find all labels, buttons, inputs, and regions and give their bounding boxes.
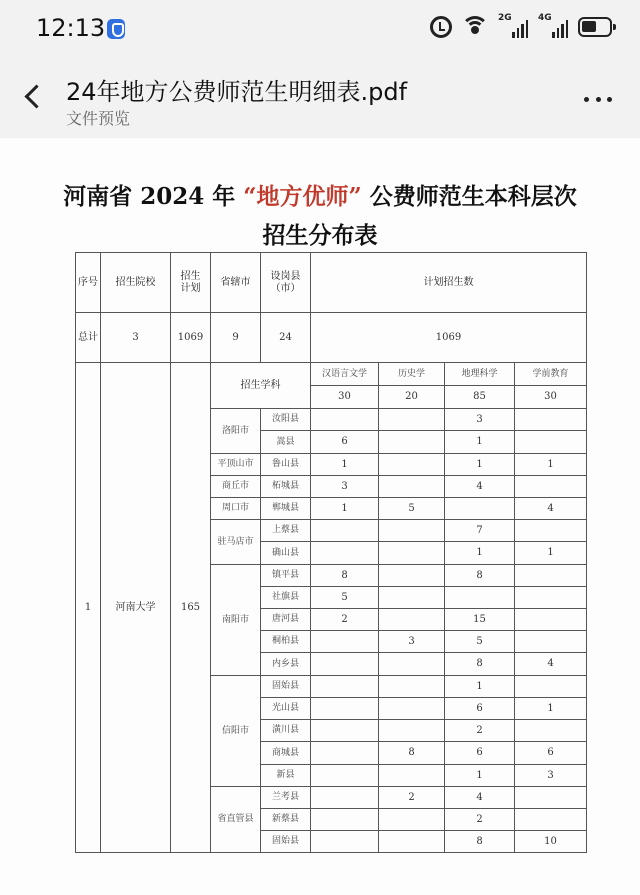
quota-cell: 6 (514, 741, 587, 765)
quota-cell (310, 697, 379, 720)
quota-cell (310, 541, 379, 565)
county-cell: 潢川县 (260, 719, 311, 742)
county-cell: 商城县 (260, 741, 311, 765)
quota-cell: 10 (514, 830, 587, 853)
quota-cell (378, 764, 445, 787)
quota-cell (378, 808, 445, 831)
table-title: 河南省 2024 年 “地方优师” 公费师范生本科层次 (63, 183, 577, 210)
quota-cell: 4 (444, 786, 515, 809)
quota-cell: 1 (514, 541, 587, 565)
quota-cell (514, 608, 587, 631)
quota-cell (310, 652, 379, 676)
quota-cell (378, 519, 445, 542)
quota-cell: 1 (310, 453, 379, 476)
total-label: 总计 (75, 312, 101, 363)
quota-cell: 8 (444, 652, 515, 676)
status-time: 12:13 (36, 14, 106, 42)
document-page (0, 138, 640, 895)
quota-cell: 5 (378, 497, 445, 520)
city-cell: 商丘市 (210, 475, 261, 498)
quota-cell: 2 (444, 719, 515, 742)
county-cell: 兰考县 (260, 786, 311, 809)
header-county: 设岗县 （市） (260, 252, 311, 313)
quota-cell (378, 453, 445, 476)
city-cell: 周口市 (210, 497, 261, 520)
quota-cell: 4 (514, 652, 587, 676)
quota-cell (514, 519, 587, 542)
quota-cell (310, 719, 379, 742)
quota-cell (378, 830, 445, 853)
county-cell: 郸城县 (260, 497, 311, 520)
city-cell: 洛阳市 (210, 408, 261, 454)
total-counties: 24 (260, 312, 311, 363)
quota-cell: 3 (514, 764, 587, 787)
quota-cell: 4 (514, 497, 587, 520)
county-cell: 光山县 (260, 697, 311, 720)
wifi-icon (462, 16, 488, 38)
quota-cell: 6 (444, 741, 515, 765)
quota-cell: 3 (444, 408, 515, 431)
header-seq: 序号 (75, 252, 101, 313)
subject-name-1: 历史学 (378, 362, 445, 386)
county-cell: 镇平县 (260, 564, 311, 587)
quota-cell (514, 475, 587, 498)
quota-cell (310, 786, 379, 809)
county-cell: 上蔡县 (260, 519, 311, 542)
header-quota: 计划招生数 (310, 252, 587, 313)
city-cell: 南阳市 (210, 564, 261, 676)
quota-cell (378, 541, 445, 565)
quota-cell (378, 586, 445, 609)
subject-total-3: 30 (514, 385, 587, 409)
county-cell: 新县 (260, 764, 311, 787)
quota-cell: 5 (444, 630, 515, 653)
city-cell: 平顶山市 (210, 453, 261, 476)
total-plan: 1069 (170, 312, 211, 363)
subject-total-1: 20 (378, 385, 445, 409)
quota-cell: 7 (444, 519, 515, 542)
quota-cell (310, 675, 379, 698)
quota-cell (514, 808, 587, 831)
app-notification-icon (107, 19, 125, 39)
city-cell: 省直管县 (210, 786, 261, 853)
quota-cell (310, 630, 379, 653)
quota-cell (378, 475, 445, 498)
table-title-line2: 招生分布表 (262, 222, 378, 249)
subject-total-0: 30 (310, 385, 379, 409)
quota-cell: 6 (444, 697, 515, 720)
quota-cell (310, 808, 379, 831)
quota-cell: 6 (310, 430, 379, 454)
quota-cell (514, 564, 587, 587)
status-icons (430, 13, 612, 38)
title-highlight: “地方优师” (243, 183, 362, 210)
county-cell: 社旗县 (260, 586, 311, 609)
block-plan: 165 (170, 362, 211, 853)
county-cell: 唐河县 (260, 608, 311, 631)
county-cell: 鲁山县 (260, 453, 311, 476)
quota-cell (378, 564, 445, 587)
quota-cell (444, 586, 515, 609)
quota-cell: 15 (444, 608, 515, 631)
block-school: 河南大学 (100, 362, 171, 853)
subject-total-2: 85 (444, 385, 515, 409)
total-schools: 3 (100, 312, 171, 363)
quota-cell (310, 519, 379, 542)
county-cell: 汝阳县 (260, 408, 311, 431)
document-title: 24年地方公费师范生明细表.pdf (66, 78, 408, 106)
preview-header (0, 60, 640, 138)
city-cell: 驻马店市 (210, 519, 261, 565)
quota-cell (378, 408, 445, 431)
preview-subtitle: 文件预览 (66, 109, 131, 128)
quota-cell (378, 652, 445, 676)
alarm-icon (430, 16, 452, 38)
quota-cell: 4 (444, 475, 515, 498)
county-cell: 柘城县 (260, 475, 311, 498)
quota-cell: 1 (310, 497, 379, 520)
quota-cell: 1 (514, 697, 587, 720)
quota-cell: 8 (444, 564, 515, 587)
county-cell: 嵩县 (260, 430, 311, 454)
subject-name-3: 学前教育 (514, 362, 587, 386)
quota-cell (378, 719, 445, 742)
quota-cell: 3 (310, 475, 379, 498)
quota-cell: 1 (444, 453, 515, 476)
quota-cell: 2 (378, 786, 445, 809)
county-cell: 固始县 (260, 830, 311, 853)
county-cell: 内乡县 (260, 652, 311, 676)
subject-header: 招生学科 (210, 362, 311, 409)
header-plan: 招生 计划 (170, 252, 211, 313)
quota-cell (310, 764, 379, 787)
back-button[interactable] (16, 78, 50, 118)
county-cell: 固始县 (260, 675, 311, 698)
subject-name-2: 地理科学 (444, 362, 515, 386)
quota-cell (378, 697, 445, 720)
county-cell: 桐柏县 (260, 630, 311, 653)
quota-cell (514, 430, 587, 454)
quota-cell (310, 408, 379, 431)
quota-cell: 8 (444, 830, 515, 853)
quota-cell (378, 608, 445, 631)
quota-cell: 5 (310, 586, 379, 609)
county-cell: 新蔡县 (260, 808, 311, 831)
quota-cell: 2 (310, 608, 379, 631)
signal-2g-icon: 2G (498, 16, 528, 38)
quota-cell (514, 719, 587, 742)
quota-cell: 8 (378, 741, 445, 765)
quota-cell (514, 586, 587, 609)
quota-cell: 1 (444, 764, 515, 787)
header-school: 招生院校 (100, 252, 171, 313)
total-quota: 1069 (310, 312, 587, 363)
quota-cell (444, 497, 515, 520)
quota-cell (514, 630, 587, 653)
quota-cell (378, 675, 445, 698)
total-cities: 9 (210, 312, 261, 363)
battery-icon (578, 17, 612, 37)
quota-cell: 1 (444, 541, 515, 565)
quota-cell (310, 830, 379, 853)
quota-cell: 1 (514, 453, 587, 476)
quota-cell (514, 675, 587, 698)
quota-cell (378, 430, 445, 454)
status-bar (0, 0, 640, 60)
quota-cell: 2 (444, 808, 515, 831)
block-seq: 1 (75, 362, 101, 853)
city-cell: 信阳市 (210, 675, 261, 787)
quota-cell (514, 408, 587, 431)
quota-cell: 1 (444, 675, 515, 698)
quota-cell: 1 (444, 430, 515, 454)
quota-cell: 3 (378, 630, 445, 653)
quota-cell (310, 741, 379, 765)
more-options-button[interactable] (578, 82, 618, 116)
quota-cell: 8 (310, 564, 379, 587)
subject-name-0: 汉语言文学 (310, 362, 379, 386)
county-cell: 确山县 (260, 541, 311, 565)
header-city: 省辖市 (210, 252, 261, 313)
quota-cell (514, 786, 587, 809)
signal-4g-icon: 4G (538, 16, 568, 38)
